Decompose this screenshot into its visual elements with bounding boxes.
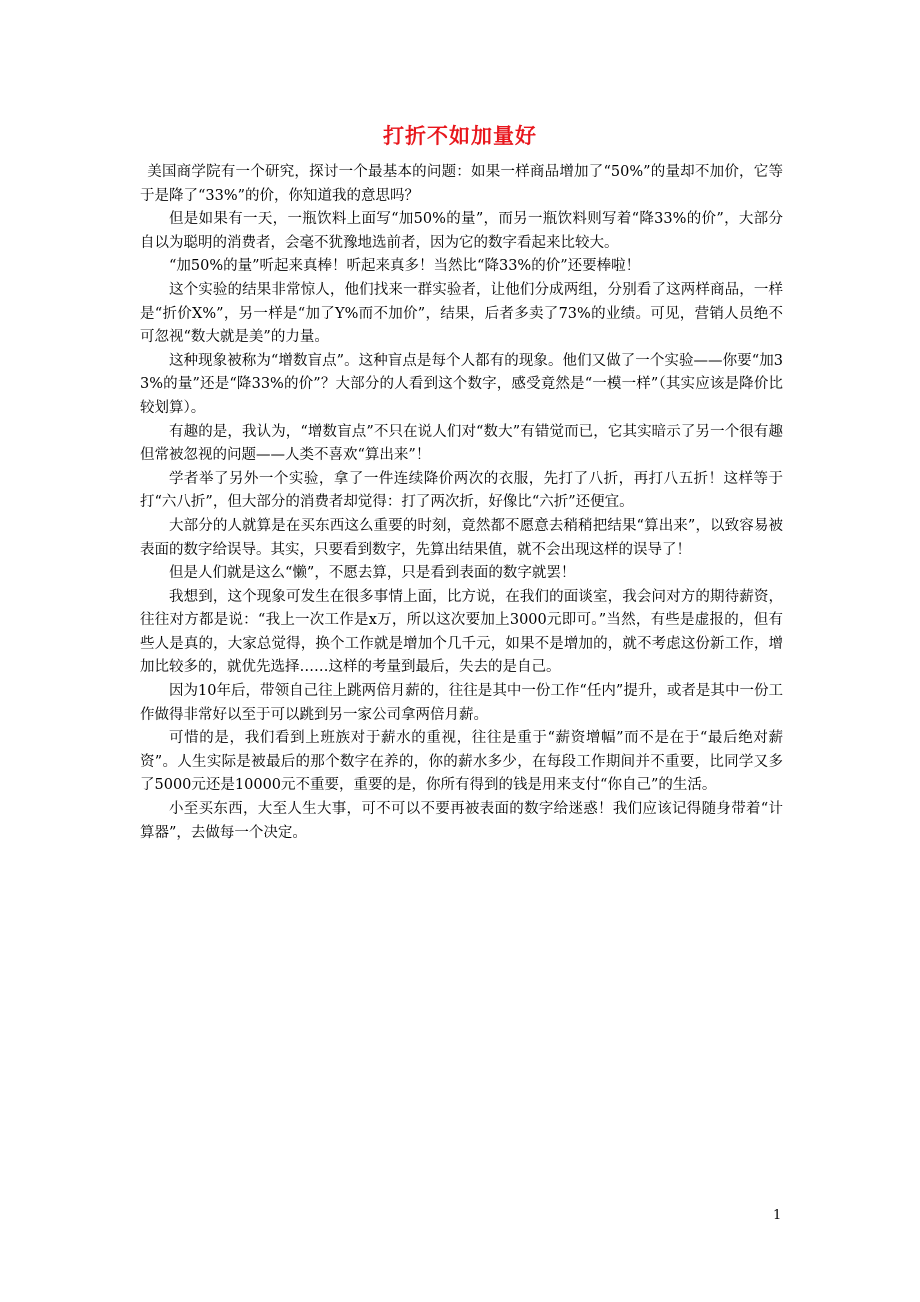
paragraph-3: “加50%的量”听起来真棒！听起来真多！当然比“降33%的价”还要棒啦！	[169, 258, 641, 275]
paragraph-12: 可惜的是，我们看到上班族对于薪水的重视，往往是重于“薪资增幅”而不是在于“最后绝对薪资”。人生实际是被最后的那个数字在养的，你的薪水多少，在每段工作期间并不重要，比同学又多了5000元还是10000元不重要，重要的是，你所有得到的钱是用来支付“你自己”的生活。	[140, 730, 783, 794]
paragraph-9: 但是人们就是这么“懒”，不愿去算，只是看到表面的数字就罢！	[169, 565, 576, 582]
paragraph-2: 但是如果有一天，一瓶饮料上面写“加50%的量”，而另一瓶饮料则写着“降33%的价”，大部分自以为聪明的消费者，会毫不犹豫地选前者，因为它的数字看起来比较大。	[140, 211, 783, 251]
paragraph-8: 大部分的人就算是在买东西这么重要的时刻，竟然都不愿意去稍稍把结果“算出来”，以致容易被表面的数字给误导。其实，只要看到数字，先算出结果值，就不会出现这样的误导了！	[140, 517, 783, 558]
document-title: 打折不如加量好	[383, 123, 537, 148]
paragraph-5: 这种现象被称为“增数盲点”。这种盲点是每个人都有的现象。他们又做了一个实验——你要“加33%的量”还是“降33%的价”？大部分的人看到这个数字，感受竟然是“一模一样”（其实应该是降价比较划算）。	[140, 352, 783, 416]
page-number: 1	[773, 1208, 782, 1223]
paragraph-13: 小至买东西，大至人生大事，可不可以不要再被表面的数字给迷惑！我们应该记得随身带着“计算器”，去做每一个决定。	[140, 801, 783, 841]
paragraph-4: 这个实验的结果非常惊人，他们找来一群实验者，让他们分成两组，分别看了这两样商品，一样是“折价X%”，另一样是“加了Y%而不加价”，结果，后者多卖了73%的业绩。可见，营销人员绝不可忽视“数大就是美”的力量。	[140, 281, 783, 346]
document-body	[140, 161, 783, 845]
paragraph-10: 我想到，这个现象可发生在很多事情上面，比方说，在我们的面谈室，我会问对方的期待薪资，往往对方都是说：“我上一次工作是x万，所以这次要加上3000元即可。”当然，有些是虚报的，但有些人是真的，大家总觉得，换个工作就是增加个几千元，如果不是增加的，就不考虑这份新工作，增加比较多的，就优先选择……这样的考量到最后，失去的是自己。	[140, 588, 783, 676]
paragraph-1: 美国商学院有一个研究，探讨一个最基本的问题：如果一样商品增加了“50%”的量却不加价，它等于是降了“33%”的价，你知道我的意思吗？	[140, 164, 783, 204]
paragraph-6: 有趣的是，我认为，“增数盲点”不只在说人们对“数大”有错觉而已，它其实暗示了另一个很有趣但常被忽视的问题——人类不喜欢“算出来”！	[140, 423, 783, 464]
paragraph-11: 因为10年后，带领自己往上跳两倍月薪的，往往是其中一份工作“任内”提升，或者是其中一份工作做得非常好以至于可以跳到另一家公司拿两倍月薪。	[140, 683, 783, 723]
paragraph-7: 学者举了另外一个实验，拿了一件连续降价两次的衣服，先打了八折，再打八五折！这样等于打“六八折”，但大部分的消费者却觉得：打了两次折，好像比“六折”还便宜。	[140, 470, 783, 511]
